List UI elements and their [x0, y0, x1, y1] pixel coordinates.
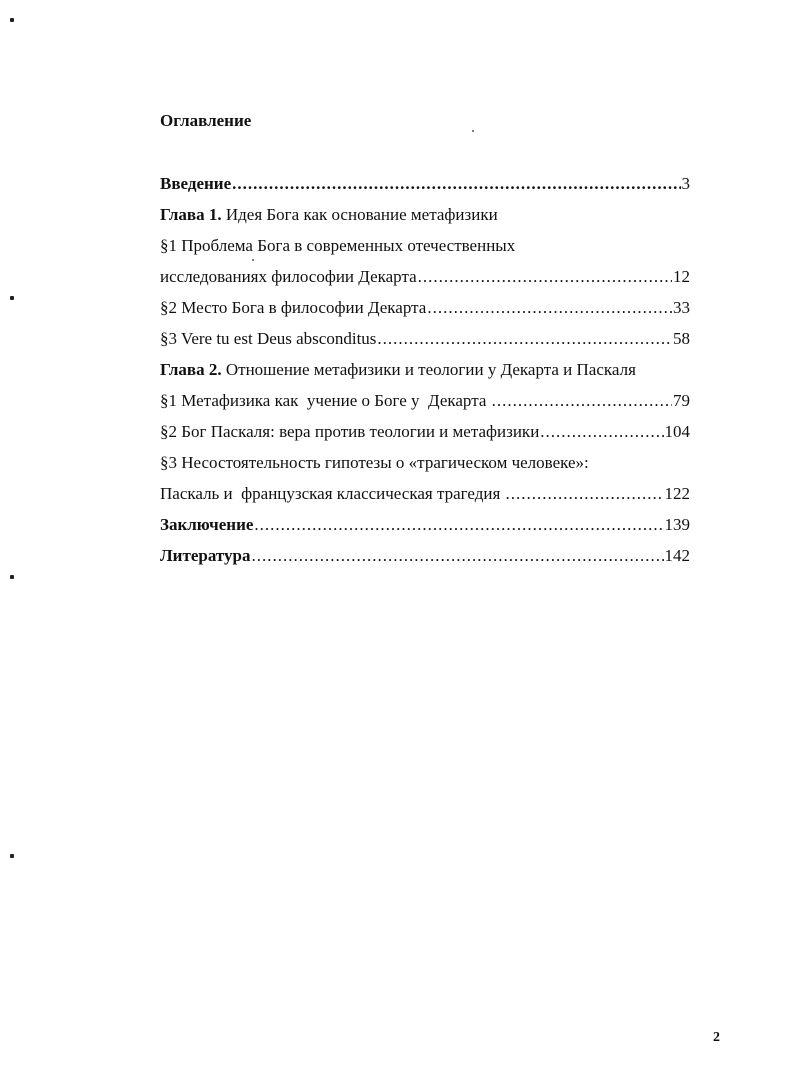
toc-entry-title: §1 Метафизика как учение о Боге у Декарта — [160, 391, 491, 410]
toc-entry-section-1-3[interactable] — [160, 328, 690, 350]
toc-entry-section-2-3-line-1[interactable] — [160, 452, 690, 474]
dot-leader — [540, 421, 663, 443]
scan-speck — [472, 130, 474, 132]
toc-entry-section-2-2[interactable] — [160, 421, 690, 443]
toc-entry-page: 3 — [681, 174, 690, 193]
toc-entry-page: 58 — [673, 329, 690, 348]
dot-leader — [506, 483, 664, 505]
dot-leader — [418, 266, 672, 288]
toc-entry-title: Заключение — [160, 515, 254, 534]
toc-entry-page: 12 — [673, 267, 690, 286]
toc-entry-section-1-1-line-2[interactable] — [160, 266, 690, 288]
toc-entry-section-2-3-line-2[interactable] — [160, 483, 690, 505]
toc-entry-title: §1 Проблема Бога в современных отечественных — [160, 236, 516, 255]
toc-entry-section-1-2[interactable] — [160, 297, 690, 319]
chapter-title: Идея Бога как основание метафизики — [221, 205, 498, 224]
toc-heading: Оглавление — [160, 111, 252, 130]
chapter-label: Глава 2. — [160, 360, 222, 379]
toc-entry-conclusion[interactable] — [160, 514, 690, 536]
dot-leader — [427, 297, 672, 319]
dot-leader — [492, 390, 672, 412]
toc-entry-introduction[interactable] — [160, 173, 690, 195]
toc-entry-chapter-1[interactable] — [160, 204, 690, 226]
toc-entry-title: §3 Несостоятельность гипотезы о «трагическом человеке»: — [160, 453, 589, 472]
toc-entry-bibliography[interactable] — [160, 545, 690, 567]
toc-entry-page: 104 — [664, 422, 690, 441]
margin-mark — [10, 296, 14, 300]
toc-entry-title: Введение — [160, 174, 232, 193]
toc-entry-section-1-1-line-1[interactable] — [160, 235, 690, 257]
toc-entry-title: исследованиях философии Декарта — [160, 267, 417, 286]
toc-entry-title: §2 Место Бога в философии Декарта — [160, 298, 427, 317]
page-number: 2 — [713, 1030, 720, 1045]
dot-leader — [251, 545, 663, 567]
chapter-title: Отношение метафизики и теологии у Декарта и Паскаля — [221, 360, 636, 379]
toc-entry-title: §2 Бог Паскаля: вера против теологии и метафизики — [160, 422, 540, 441]
chapter-label: Глава 1. — [160, 205, 222, 224]
toc-entry-title: §3 Vere tu est Deus absconditus — [160, 329, 377, 348]
margin-mark — [10, 18, 14, 22]
toc-entry-title: Литература — [160, 546, 251, 565]
dot-leader — [232, 173, 680, 195]
toc-entry-title: Паскаль и французская классическая трагедия — [160, 484, 505, 503]
margin-mark — [10, 575, 14, 579]
margin-mark — [10, 854, 14, 858]
toc-entry-page: 33 — [673, 298, 690, 317]
toc-entry-chapter-2[interactable] — [160, 359, 690, 381]
toc-entry-section-2-1[interactable] — [160, 390, 690, 412]
dot-leader — [377, 328, 672, 350]
toc-entry-page: 122 — [664, 484, 690, 503]
toc-entry-page: 142 — [664, 546, 690, 565]
toc-entry-page: 79 — [673, 391, 690, 410]
dot-leader — [254, 514, 663, 536]
scan-speck — [252, 259, 254, 261]
toc-entry-page: 139 — [664, 515, 690, 534]
